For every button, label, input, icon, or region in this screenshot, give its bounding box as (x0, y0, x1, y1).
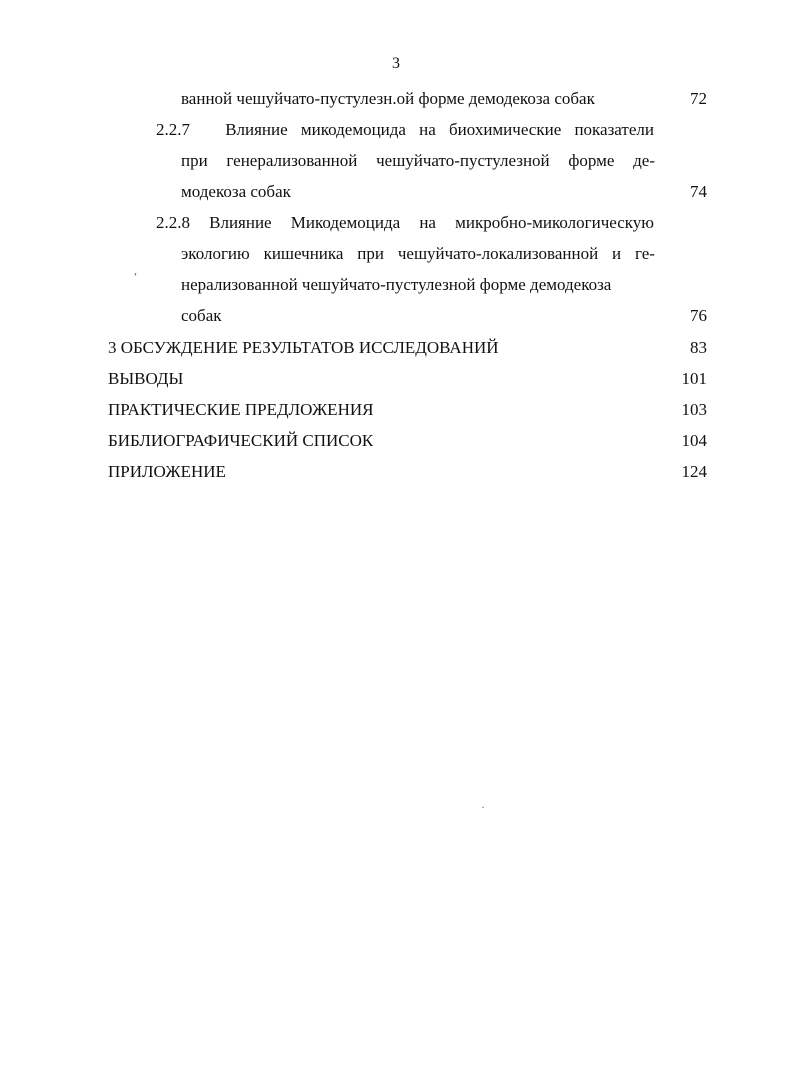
scan-speck: , (134, 263, 137, 277)
page-number: 3 (392, 55, 400, 72)
toc-word: на (419, 120, 436, 139)
toc-word: ге- (634, 244, 655, 263)
toc-word: на (419, 213, 436, 232)
toc-word: Влияние (225, 120, 288, 139)
toc-word: чешуйчато-пустулезной (376, 151, 550, 170)
toc-word: экологию (181, 244, 250, 263)
toc-entry-text: ой форме демодекоза собак (396, 89, 595, 108)
toc-word: при (181, 151, 208, 170)
toc-word: генерализованной (226, 151, 358, 170)
toc-page-number: 104 (681, 431, 707, 450)
toc-word: биохимические (449, 120, 562, 139)
toc-entry-number: 2.2.8 (156, 213, 190, 232)
toc-word: кишечника (263, 244, 344, 263)
toc-word: и (612, 244, 622, 263)
scan-speck: · (481, 800, 485, 814)
toc-section-appendix: ПРИЛОЖЕНИЕ (108, 462, 226, 481)
scan-artifact: . (392, 89, 397, 108)
toc-entry-line: собак (181, 306, 222, 325)
toc-entry-text: ванной чешуйчато-пустулезн (181, 89, 393, 108)
toc-word: при (357, 244, 384, 263)
toc-page-number: 76 (690, 306, 707, 325)
toc-entry-continuation (181, 88, 595, 110)
toc-section-practical: ПРАКТИЧЕСКИЕ ПРЕДЛОЖЕНИЯ (108, 400, 374, 419)
toc-entry-number: 2.2.7 (156, 120, 190, 139)
toc-page-number: 124 (681, 462, 707, 481)
toc-page-number: 101 (681, 369, 707, 388)
toc-word: де- (633, 151, 655, 170)
toc-entry-2-2-7 (156, 119, 654, 141)
toc-page-number: 74 (690, 182, 707, 201)
toc-entry-line: нерализованной чешуйчато-пустулезной форме демодекоза (181, 275, 612, 294)
toc-word: чешуйчато-локализованной (397, 244, 599, 263)
toc-entry-line: модекоза собак (181, 182, 291, 201)
toc-entry-line (181, 243, 655, 265)
toc-entry-2-2-8 (156, 212, 654, 234)
toc-word: показатели (574, 120, 654, 139)
toc-word: Микодемоцида (290, 213, 401, 232)
toc-word: микодемоцида (300, 120, 406, 139)
toc-section-3: 3 ОБСУЖДЕНИЕ РЕЗУЛЬТАТОВ ИССЛЕДОВАНИЙ (108, 338, 499, 357)
toc-page-number: 72 (690, 89, 707, 108)
toc-entry-line (181, 150, 655, 172)
toc-word: Влияние (209, 213, 272, 232)
toc-section-conclusions: ВЫВОДЫ (108, 369, 184, 388)
toc-page-number: 83 (690, 338, 707, 357)
toc-page-number: 103 (681, 400, 707, 419)
toc-word: микробно-микологическую (455, 213, 654, 232)
toc-word: форме (568, 151, 615, 170)
toc-section-bibliography: БИБЛИОГРАФИЧЕСКИЙ СПИСОК (108, 431, 374, 450)
